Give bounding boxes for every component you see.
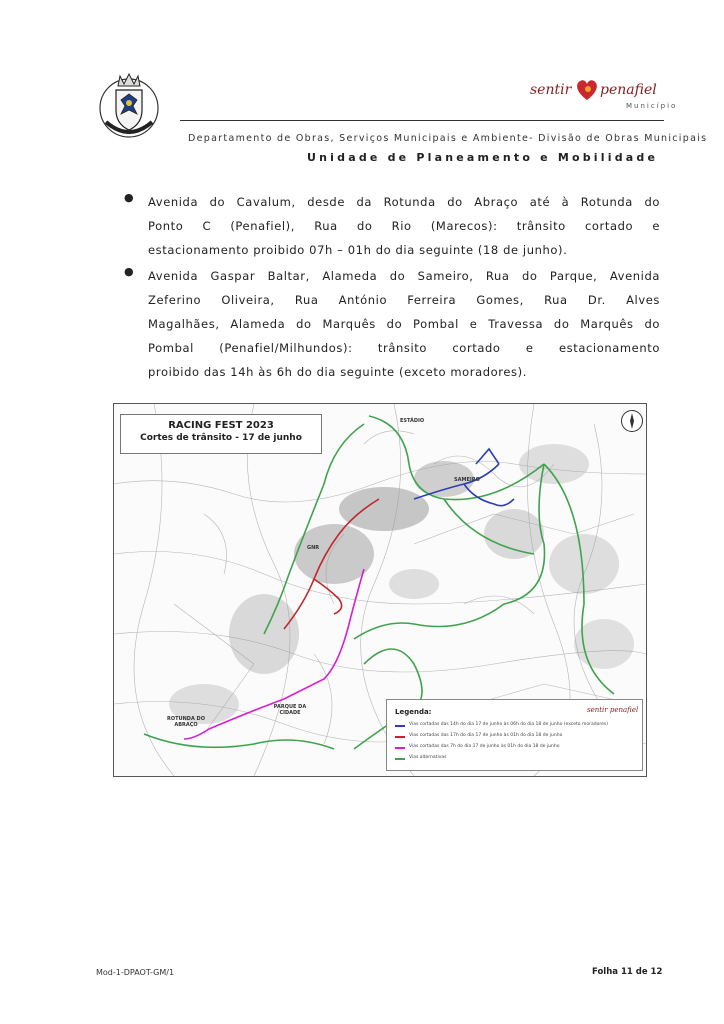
place-label-estadio: ESTÁDIO bbox=[400, 418, 425, 424]
list-item-line: Magalhães, Alameda do Marquês do Pombal e Travessa do Marquês do bbox=[148, 317, 660, 331]
list-item bbox=[120, 190, 660, 262]
municipal-crest-icon bbox=[98, 70, 160, 140]
legend-swatch-magenta bbox=[395, 747, 405, 749]
list-item-line: Pombal (Penafiel/Milhundos): trânsito cortado e estacionamento bbox=[148, 341, 660, 355]
legend-logo: sentir penafiel bbox=[587, 706, 639, 714]
page-header bbox=[0, 0, 724, 180]
building-clusters bbox=[169, 444, 634, 724]
page-number: Folha 11 de 12 bbox=[592, 967, 663, 977]
place-label-parque: PARQUE DA CIDADE bbox=[273, 704, 307, 716]
map-title-box bbox=[120, 414, 322, 454]
bullet-icon: ● bbox=[124, 191, 134, 204]
legend-item bbox=[395, 744, 635, 754]
map-title: RACING FEST 2023 bbox=[168, 420, 274, 431]
brand-word-left: sentir bbox=[530, 82, 572, 98]
list-item-line: Avenida Gaspar Baltar, Alameda do Sameiro, Rua do Parque, Avenida bbox=[148, 269, 660, 283]
legend-label: Vias cortadas das 17h do dia 17 de junho às 01h do dia 18 de junho bbox=[409, 733, 563, 738]
list-item-line: Avenida do Cavalum, desde da Rotunda do Abraço até à Rotunda do bbox=[148, 195, 660, 209]
road-closure-list bbox=[120, 190, 660, 386]
legend-label: Vias alternativas bbox=[409, 755, 447, 760]
sentir-penafiel-logo bbox=[530, 74, 678, 114]
document-code: Mod-1-DPAOT-GM/1 bbox=[96, 968, 175, 977]
legend-title: Legenda: bbox=[395, 708, 432, 716]
list-item bbox=[120, 264, 660, 384]
place-label-sameiro: SAMEIRO bbox=[454, 477, 480, 483]
heart-logo-icon bbox=[574, 78, 600, 102]
place-label-gnr: GNR bbox=[307, 545, 320, 551]
list-item-line: proibido das 14h às 6h do dia seguinte (exceto moradores). bbox=[148, 365, 527, 379]
map-subtitle: Cortes de trânsito - 17 de junho bbox=[140, 433, 302, 443]
legend-swatch-green bbox=[395, 758, 405, 760]
list-item-line: Zeferino Oliveira, Rua António Ferreira Gomes, Rua Dr. Alves bbox=[148, 293, 660, 307]
brand-subtitle: Município bbox=[626, 102, 678, 110]
legend-swatch-red bbox=[395, 736, 405, 738]
header-divider bbox=[180, 120, 664, 121]
legend-item bbox=[395, 755, 635, 765]
legend-item bbox=[395, 722, 635, 732]
list-item-line: Ponto C (Penafiel), Rua do Rio (Marecos): trânsito cortado e bbox=[148, 219, 660, 233]
legend-swatch-blue bbox=[395, 725, 405, 727]
legend-label: Vias cortadas das 14h do dia 17 de junho às 06h do dia 18 de junho (exceto moradores) bbox=[409, 722, 608, 727]
map-legend bbox=[386, 699, 643, 771]
bullet-icon: ● bbox=[124, 265, 134, 278]
department-name: Departamento de Obras, Serviços Municipais e Ambiente- Divisão de Obras Municipais bbox=[188, 133, 708, 144]
place-label-rotunda: ROTUNDA DO ABRAÇO bbox=[167, 716, 205, 728]
list-item-line: estacionamento proibido 07h – 01h do dia seguinte (18 de junho). bbox=[148, 243, 568, 257]
unit-name: Unidade de Planeamento e Mobilidade bbox=[307, 151, 659, 164]
legend-item bbox=[395, 733, 635, 743]
north-arrow-icon bbox=[621, 410, 643, 432]
legend-label: Vias cortadas das 7h do dia 17 de junho às 01h do dia 18 de junho bbox=[409, 744, 560, 749]
traffic-map bbox=[113, 403, 647, 777]
brand-word-right: penafiel bbox=[600, 82, 657, 98]
